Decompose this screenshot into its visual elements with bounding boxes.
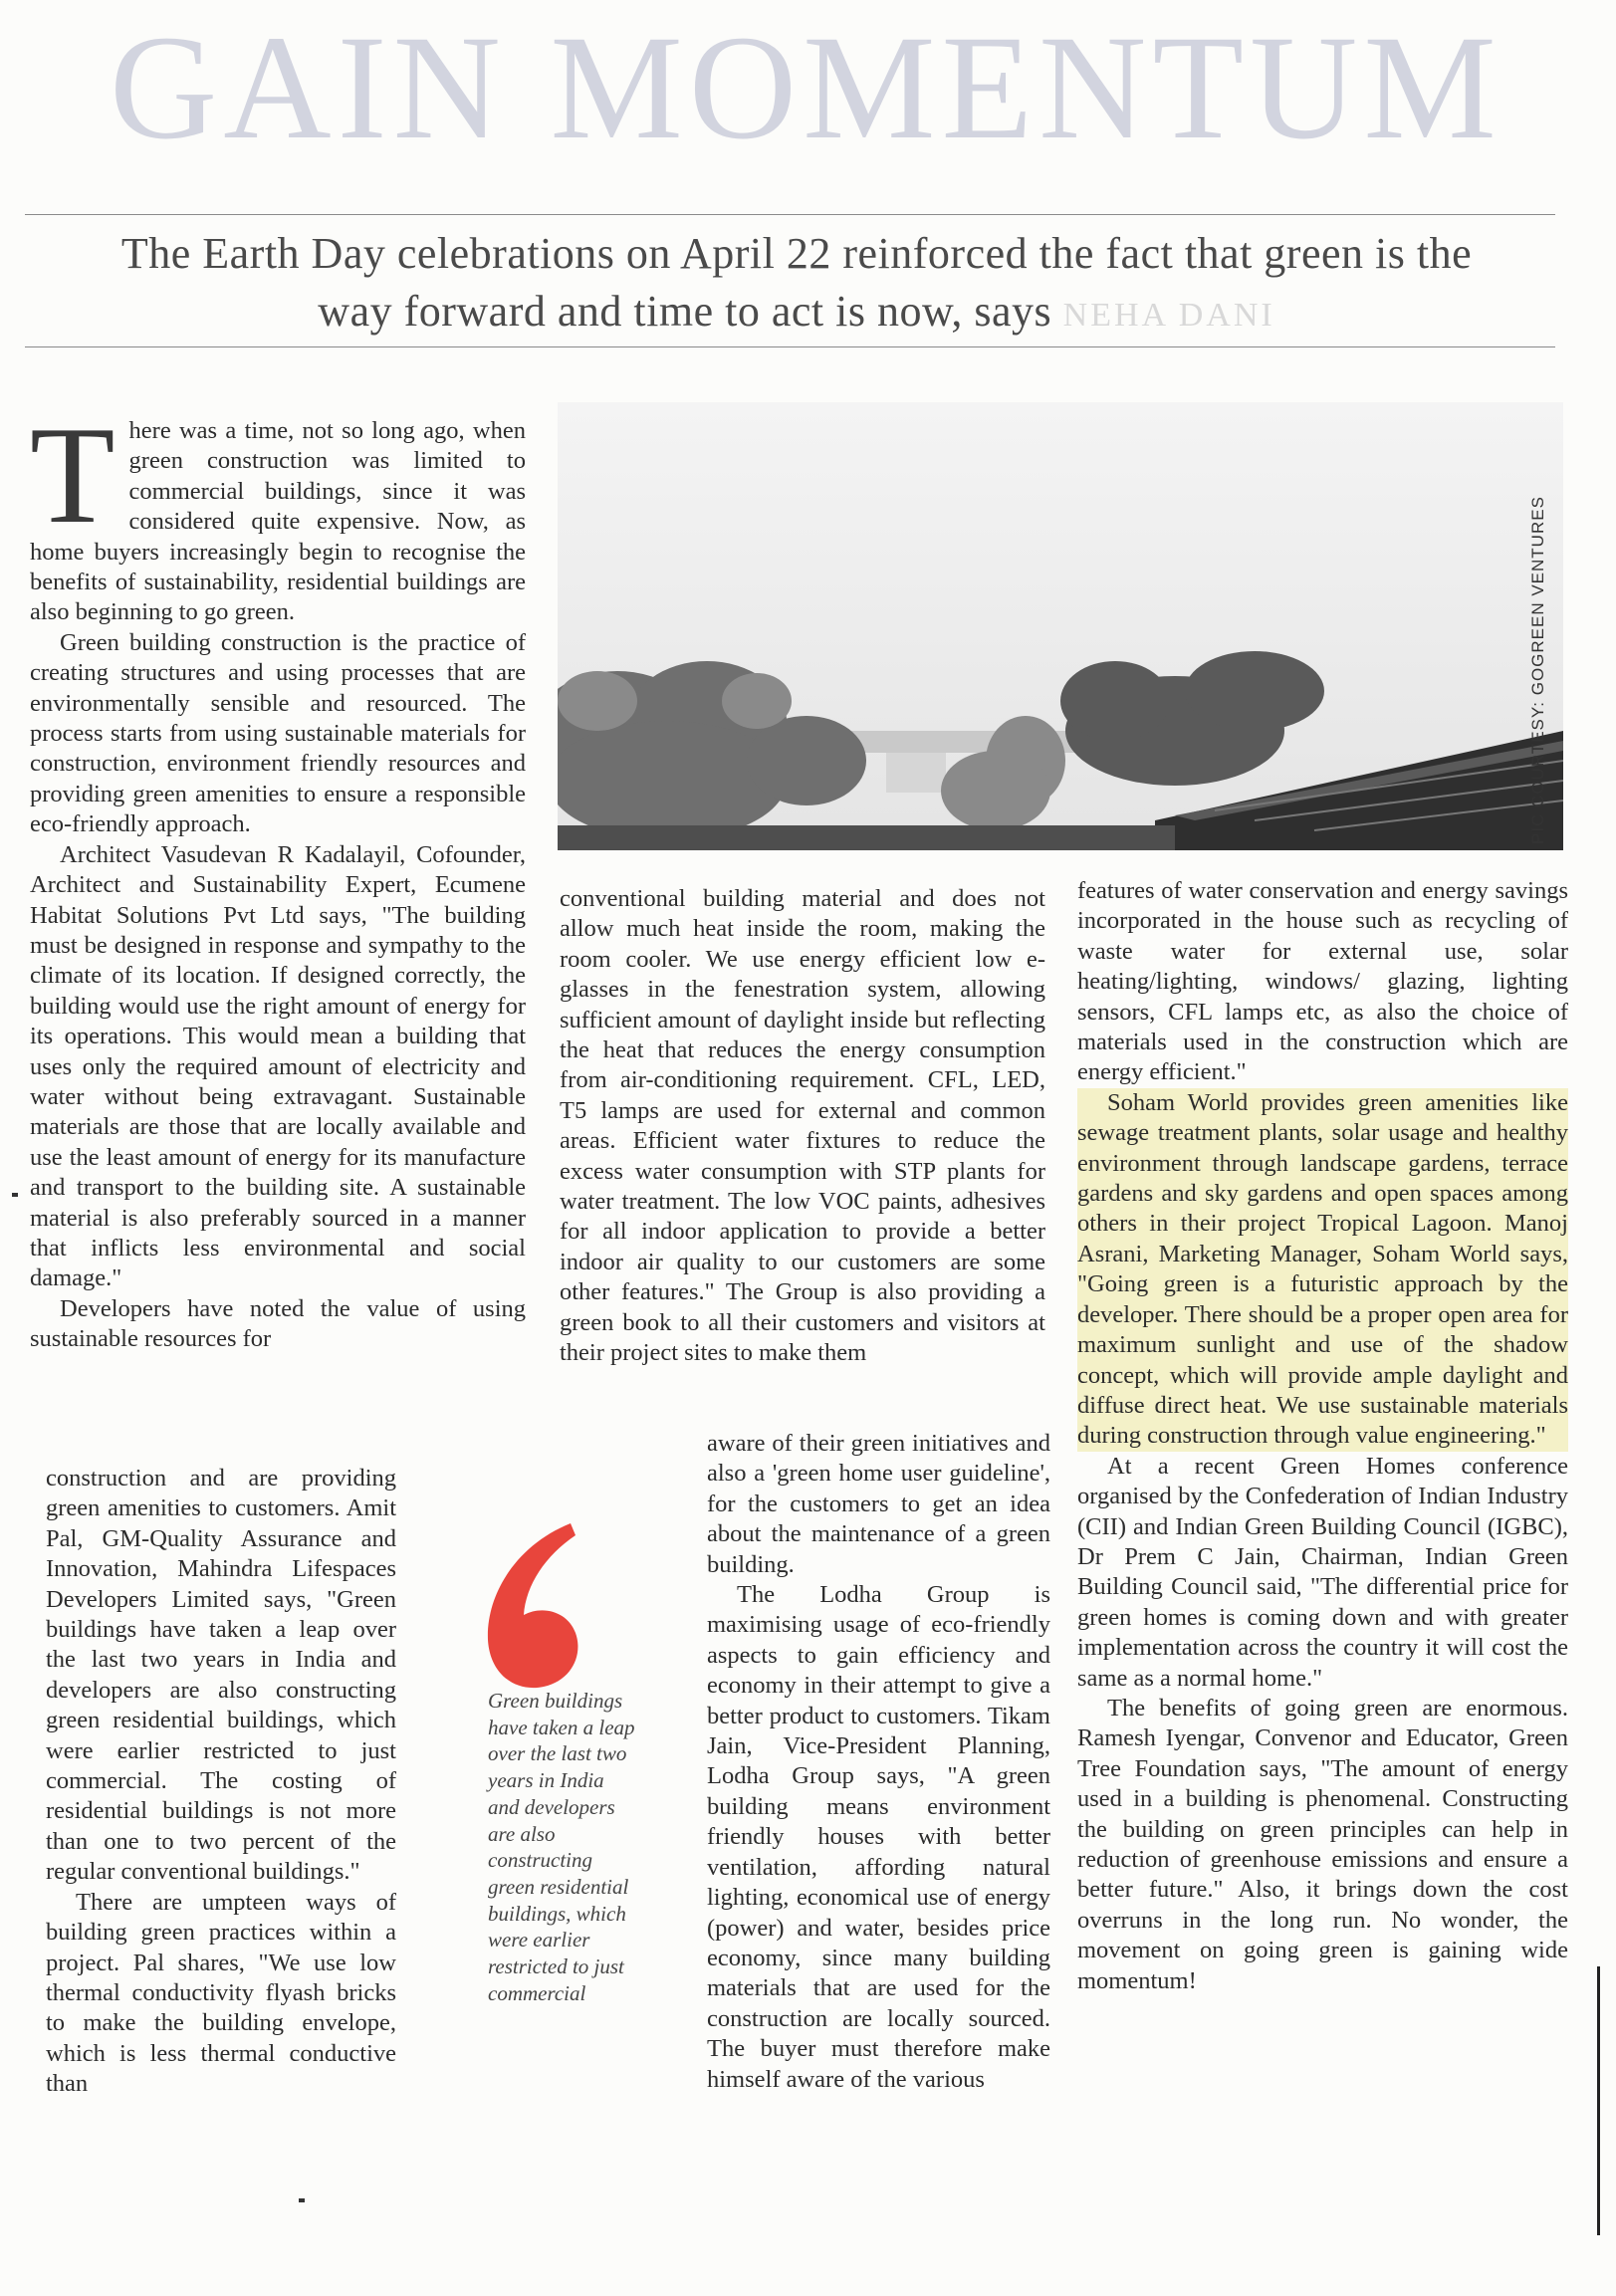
deck-line-2-text: way forward and time to act is now, says [318,287,1052,336]
scan-dot [12,1193,18,1197]
trees-and-building-photo [558,402,1563,850]
headline: GAIN MOMENTUM [110,5,1502,170]
column-3 [1077,876,1568,1996]
quote-mark-icon [476,1515,595,1695]
top-rule [25,214,1555,215]
deck-line-1: The Earth Day celebrations on April 22 reinforced the fact that green is the [120,229,1473,278]
paragraph: The Lodha Group is maximising usage of eco-friendly aspects to gain efficiency and economy in their attempt to give a better product to customers. Tikam Jain, Vice-President Planning, Lodha Group says, "A green building means environment friendly houses with better ventilation, affording natural lighting, economical use of energy (power) and water, besides price economy, since many building materials that are used for the construction are locally sourced. The buyer must therefore make himself aware of the various [707,1581,1050,2093]
byline: NEHA DANI [1062,297,1275,334]
column-2b [707,1429,1050,2095]
column-2 [560,884,1045,1369]
scan-dot [299,2198,305,2202]
deck [40,225,1553,344]
paragraph: here was a time, not so long ago, when green construction was limited to commercial buildings, since it was considered quite expensive. Now, as home buyers increasingly begin to recognise the benefits of sustainability, residential buildings are also beginning to go green. [30,417,526,626]
column-1b [46,1464,396,2100]
paragraph: aware of their green initiatives and also a 'green home user guideline', for the customers to get an idea about the maintenance of a green building. [707,1430,1050,1578]
paragraph: construction and are providing green amenities to customers. Amit Pal, GM-Quality Assurance and Innovation, Mahindra Lifespaces Developers Limited says, "Green buildings have taken a leap over the last two years in India and developers are also constructing green residential buildings, which were earlier restricted to just commercial. The costing of residential buildings is not more than one to two percent of the regular conventional buildings." [46,1465,396,1886]
photo-credit: PIC COURTESY: GOGREEN VENTURES [1528,496,1547,844]
paragraph: The benefits of going green are enormous. Ramesh Iyengar, Convenor and Educator, Green Tree Foundation says, "The amount of energy used in a building is phenomenal. Constructing the building on green principles can help in reduction of greenhouse emissions and ensure a better future." Also, it brings down the cost overruns in the long run. No wonder, the movement on going green is gaining wide momentum! [1077,1694,1568,1994]
paragraph: At a recent Green Homes conference organised by the Confederation of Indian Industry (CII) and Indian Green Building Council (IGBC), Dr Prem C Jain, Chairman, Indian Green Building Council said, "The differential price for green homes is coming down and with greater implementation across the country it will cost the same as a normal home." [1077,1452,1568,1692]
page-edge-mark [1597,1966,1600,2235]
drop-cap: T [30,398,115,553]
highlighted-paragraph: Soham World provides green amenities like sewage treatment plants, solar usage and healthy environment through landscape gardens, terrace gardens and sky gardens and open spaces among others in their project Tropical Lagoon. Manoj Asrani, Marketing Manager, Soham World says, "Going green is a futuristic approach by the developer. There should be a proper open area for maximum sunlight and use of the shadow concept, which will provide ample daylight and diffuse direct heat. We use sustainable materials during construction through value engineering." [1077,1088,1568,1452]
paragraph: Architect Vasudevan R Kadalayil, Cofounder, Architect and Sustainability Expert, Ecumene Habitat Solutions Pvt Ltd says, "The building must be designed in response and sympathy to the climate of its location. If designed correctly, the building would use the right amount of energy for its operations. This would mean a building that uses only the required amount of electricity and water without being extravagant. Sustainable materials are those that are locally available and use the least amount of energy for its manufacture and transport to the building site. A sustainable material is also preferably sourced in a manner that inflicts less environmental and social damage." [30,840,526,1292]
paragraph: Green building construction is the practice of creating structures and using processes that are environmentally sensible and resourced. The process starts from using sustainable materials for construction, environment friendly resources and providing green amenities to ensure a responsible eco-friendly approach. [30,628,526,838]
paragraph: features of water conservation and energy savings incorporated in the house such as recycling of waste water for external use, solar heating/lighting, windows/ glazing, lighting sensors, CFL lamps etc, as also the choice of materials used in the construction which are energy efficient." [1077,877,1568,1086]
deck-line-2 [40,283,1553,344]
paragraph: conventional building material and does not allow much heat inside the room, making the room cooler. We use energy efficient low e-glasses in the fenestration system, allowing sufficient amount of daylight inside but reflecting the heat that reduces the energy consumption from air-conditioning requirement. CFL, LED, T5 lamps are used for external and common areas. Efficient water fixtures to reduce the excess water consumption with STP plants for water treatment. The low VOC paints, adhesives for all indoor application to provide a better indoor air quality to our customers are some other features." The Group is also providing a green book to all their customers and visitors at their project sites to make them [560,885,1045,1367]
paragraph: There are umpteen ways of building green practices within a project. Pal shares, "We use low thermal conductivity flyash bricks to make the building envelope, which is less thermal conductive than [46,1888,396,2098]
pull-quote: Green buildings have taken a leap over the last two years in India and developers are also constructing green residential buildings, which were earlier restricted to just commercial [488,1689,635,2005]
column-1 [30,398,526,1355]
deck-bottom-rule [25,346,1555,347]
article-photo [558,402,1563,850]
paragraph: Developers have noted the value of using sustainable resources for [30,1294,526,1353]
